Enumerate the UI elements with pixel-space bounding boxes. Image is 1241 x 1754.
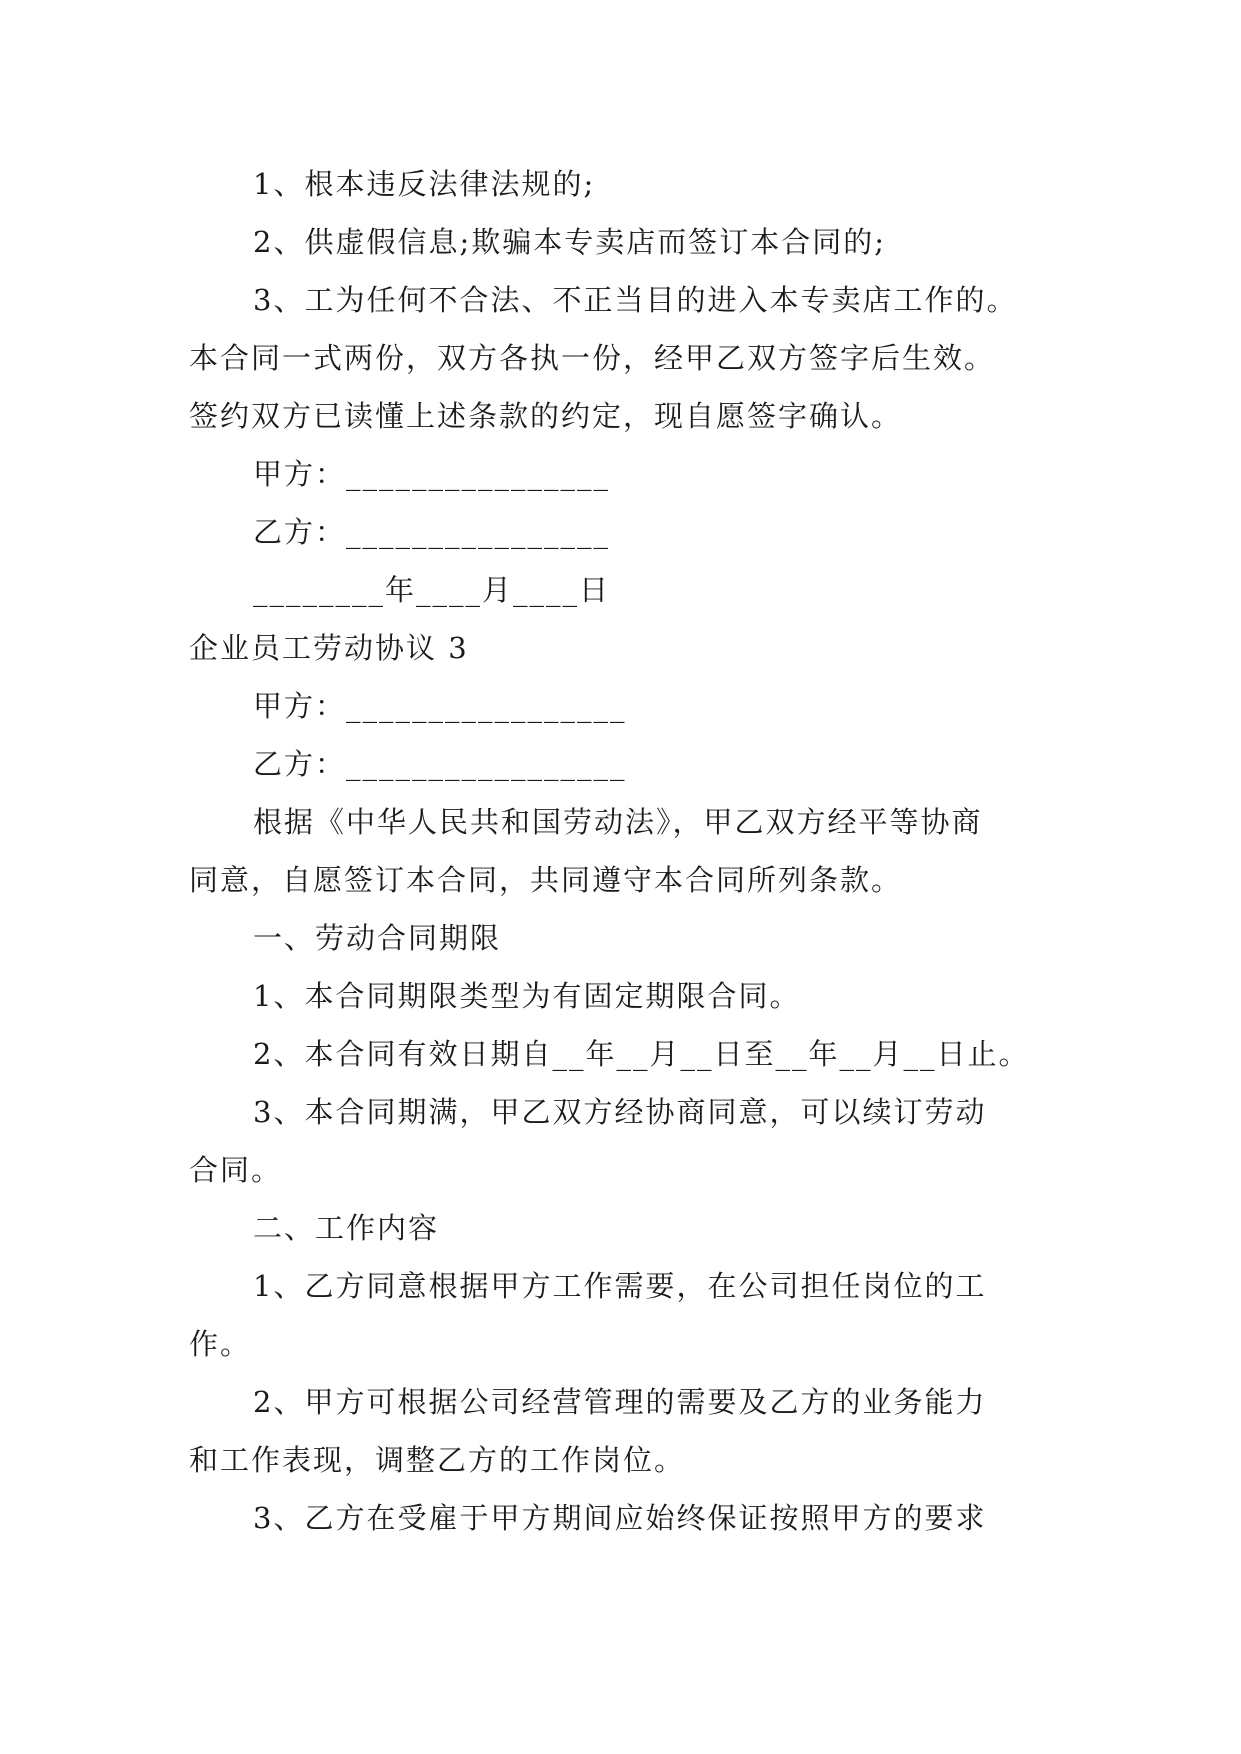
- paragraph-line: 本合同一式两份，双方各执一份，经甲乙双方签字后生效。: [189, 341, 996, 375]
- clause-line: 3、工为任何不合法、不正当目的进入本专卖店工作的。: [253, 283, 1018, 317]
- section-title: 企业员工劳动协议 3: [189, 631, 469, 665]
- clause-line: 2、本合同有效日期自__年__月__日至__年__月__日止。: [253, 1037, 1030, 1071]
- clause-line: 3、本合同期满，甲乙双方经协商同意，可以续订劳动: [253, 1095, 987, 1129]
- heading-line: 一、劳动合同期限: [253, 921, 502, 955]
- heading-line: 二、工作内容: [253, 1211, 440, 1245]
- paragraph-line: 签约双方已读懂上述条款的约定，现自愿签字确认。: [189, 399, 903, 433]
- party-a-signature-line: 甲方：________________: [253, 457, 611, 491]
- clause-line: 和工作表现，调整乙方的工作岗位。: [189, 1443, 686, 1477]
- paragraph-line: 同意，自愿签订本合同，共同遵守本合同所列条款。: [189, 863, 903, 897]
- clause-line: 1、乙方同意根据甲方工作需要，在公司担任岗位的工: [253, 1269, 987, 1303]
- clause-line: 合同。: [189, 1153, 283, 1187]
- clause-line: 作。: [189, 1327, 252, 1361]
- party-a-line: 甲方：_________________: [253, 689, 627, 723]
- clause-line: 3、乙方在受雇于甲方期间应始终保证按照甲方的要求: [253, 1501, 987, 1535]
- date-line: ________年____月____日: [253, 573, 611, 607]
- clause-line: 2、甲方可根据公司经营管理的需要及乙方的业务能力: [253, 1385, 987, 1419]
- party-b-line: 乙方：_________________: [253, 747, 627, 781]
- party-b-signature-line: 乙方：________________: [253, 515, 611, 549]
- paragraph-line: 根据《中华人民共和国劳动法》，甲乙双方经平等协商: [253, 805, 983, 839]
- clause-line: 2、供虚假信息;欺骗本专卖店而签订本合同的;: [253, 225, 886, 259]
- clause-line: 1、根本违反法律法规的;: [253, 167, 596, 201]
- clause-line: 1、本合同期限类型为有固定期限合同。: [253, 979, 801, 1013]
